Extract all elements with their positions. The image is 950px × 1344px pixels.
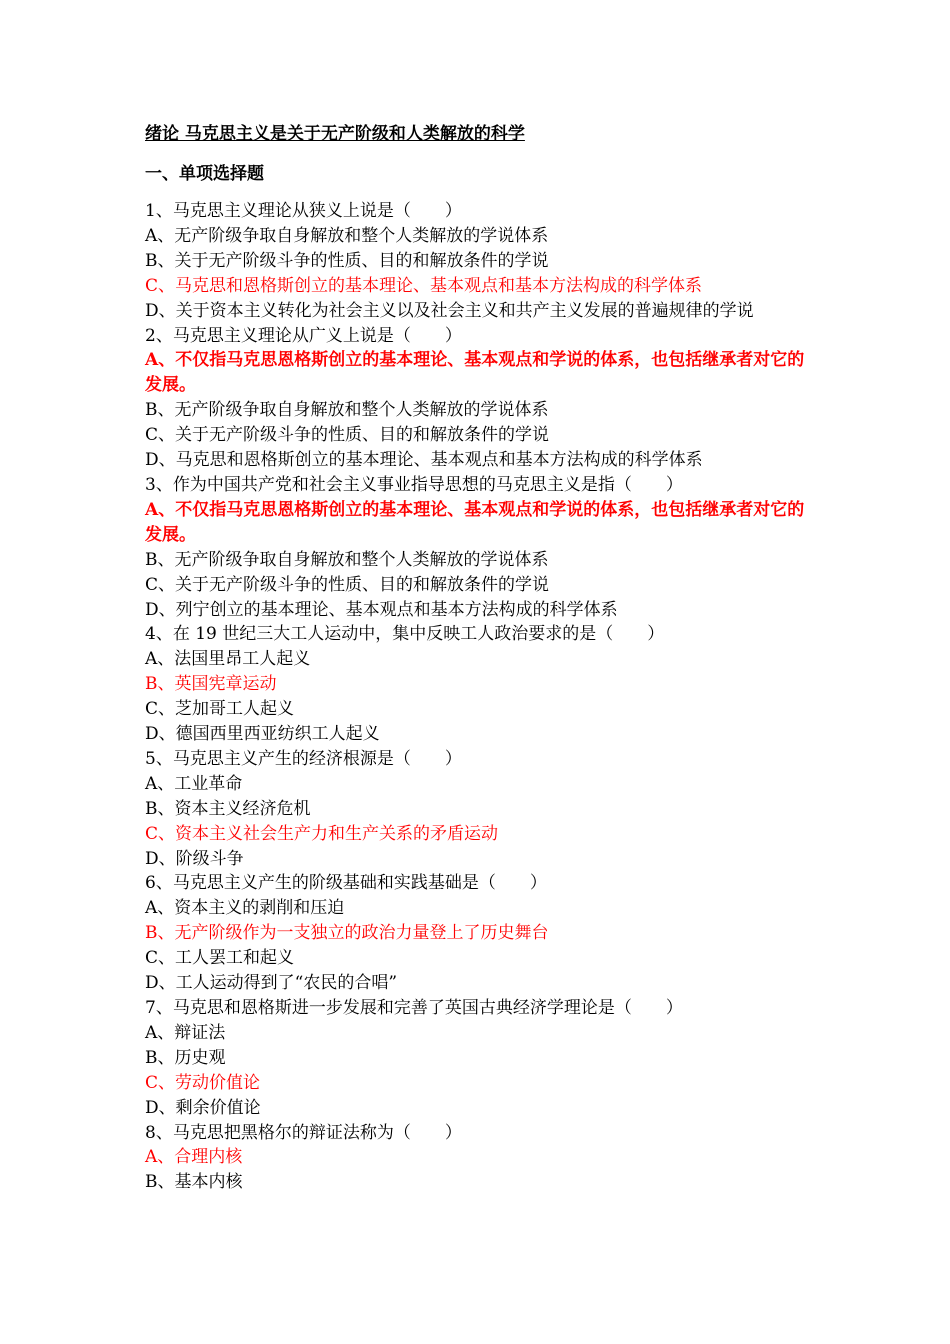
correct-answer-option: A、不仅指马克思恩格斯创立的基本理论、基本观点和学说的体系，也包括继承者对它的发展。 [145,499,805,545]
answer-option: B、关于无产阶级斗争的性质、目的和解放条件的学说 [145,250,549,271]
question-stem: 4、在 19 世纪三大工人运动中，集中反映工人政治要求的是（ ） [145,624,665,645]
answer-option: B、无产阶级争取自身解放和整个人类解放的学说体系 [145,549,549,570]
answer-option: D、列宁创立的基本理论、基本观点和基本方法构成的科学体系 [145,599,618,620]
answer-option: D、阶级斗争 [145,848,244,869]
section-heading: 一、单项选择题 [145,164,264,184]
answer-option: B、资本主义经济危机 [145,798,311,819]
question-list [145,199,810,1195]
document-page [145,122,810,1195]
answer-option: D、关于资本主义转化为社会主义以及社会主义和共产主义发展的普遍规律的学说 [145,300,754,321]
correct-answer-option: C、马克思和恩格斯创立的基本理论、基本观点和基本方法构成的科学体系 [145,275,703,296]
question-stem: 2、马克思主义理论从广义上说是（ ） [145,325,462,346]
correct-answer-option: C、劳动价值论 [145,1072,261,1093]
answer-option: B、历史观 [145,1047,226,1068]
question-stem: 7、马克思和恩格斯进一步发展和完善了英国古典经济学理论是（ ） [145,998,683,1018]
question-stem: 5、马克思主义产生的经济根源是（ ） [145,748,462,769]
answer-option: B、基本内核 [145,1172,243,1193]
answer-option: D、马克思和恩格斯创立的基本理论、基本观点和基本方法构成的科学体系 [145,450,703,471]
question-stem: 8、马克思把黑格尔的辩证法称为（ ） [145,1122,462,1143]
correct-answer-option: A、合理内核 [145,1147,243,1168]
answer-option: B、无产阶级争取自身解放和整个人类解放的学说体系 [145,400,549,421]
answer-option: D、德国西里西亚纺织工人起义 [145,724,380,745]
answer-option: A、法国里昂工人起义 [145,649,311,670]
answer-option: A、工业革命 [145,773,243,794]
answer-option: A、辩证法 [145,1022,226,1043]
question-stem: 1、马克思主义理论从狭义上说是（ ） [145,201,462,221]
answer-option: A、无产阶级争取自身解放和整个人类解放的学说体系 [145,225,549,246]
answer-option: C、关于无产阶级斗争的性质、目的和解放条件的学说 [145,425,550,446]
answer-option: D、工人运动得到了“农民的合唱” [145,973,398,994]
answer-option: C、工人罢工和起义 [145,948,295,969]
question-stem: 3、作为中国共产党和社会主义事业指导思想的马克思主义是指（ ） [145,474,683,495]
correct-answer-option: B、无产阶级作为一支独立的政治力量登上了历史舞台 [145,923,549,944]
answer-option: C、芝加哥工人起义 [145,699,295,720]
answer-option: C、关于无产阶级斗争的性质、目的和解放条件的学说 [145,574,550,595]
chapter-title: 绪论 马克思主义是关于无产阶级和人类解放的科学 [145,124,525,144]
correct-answer-option: C、资本主义社会生产力和生产关系的矛盾运动 [145,823,499,844]
answer-option: A、资本主义的剥削和压迫 [145,898,345,919]
question-stem: 6、马克思主义产生的阶级基础和实践基础是（ ） [145,873,547,894]
answer-option: D、剩余价值论 [145,1097,261,1118]
correct-answer-option: A、不仅指马克思恩格斯创立的基本理论、基本观点和学说的体系，也包括继承者对它的发展。 [145,350,805,396]
correct-answer-option: B、英国宪章运动 [145,674,277,695]
